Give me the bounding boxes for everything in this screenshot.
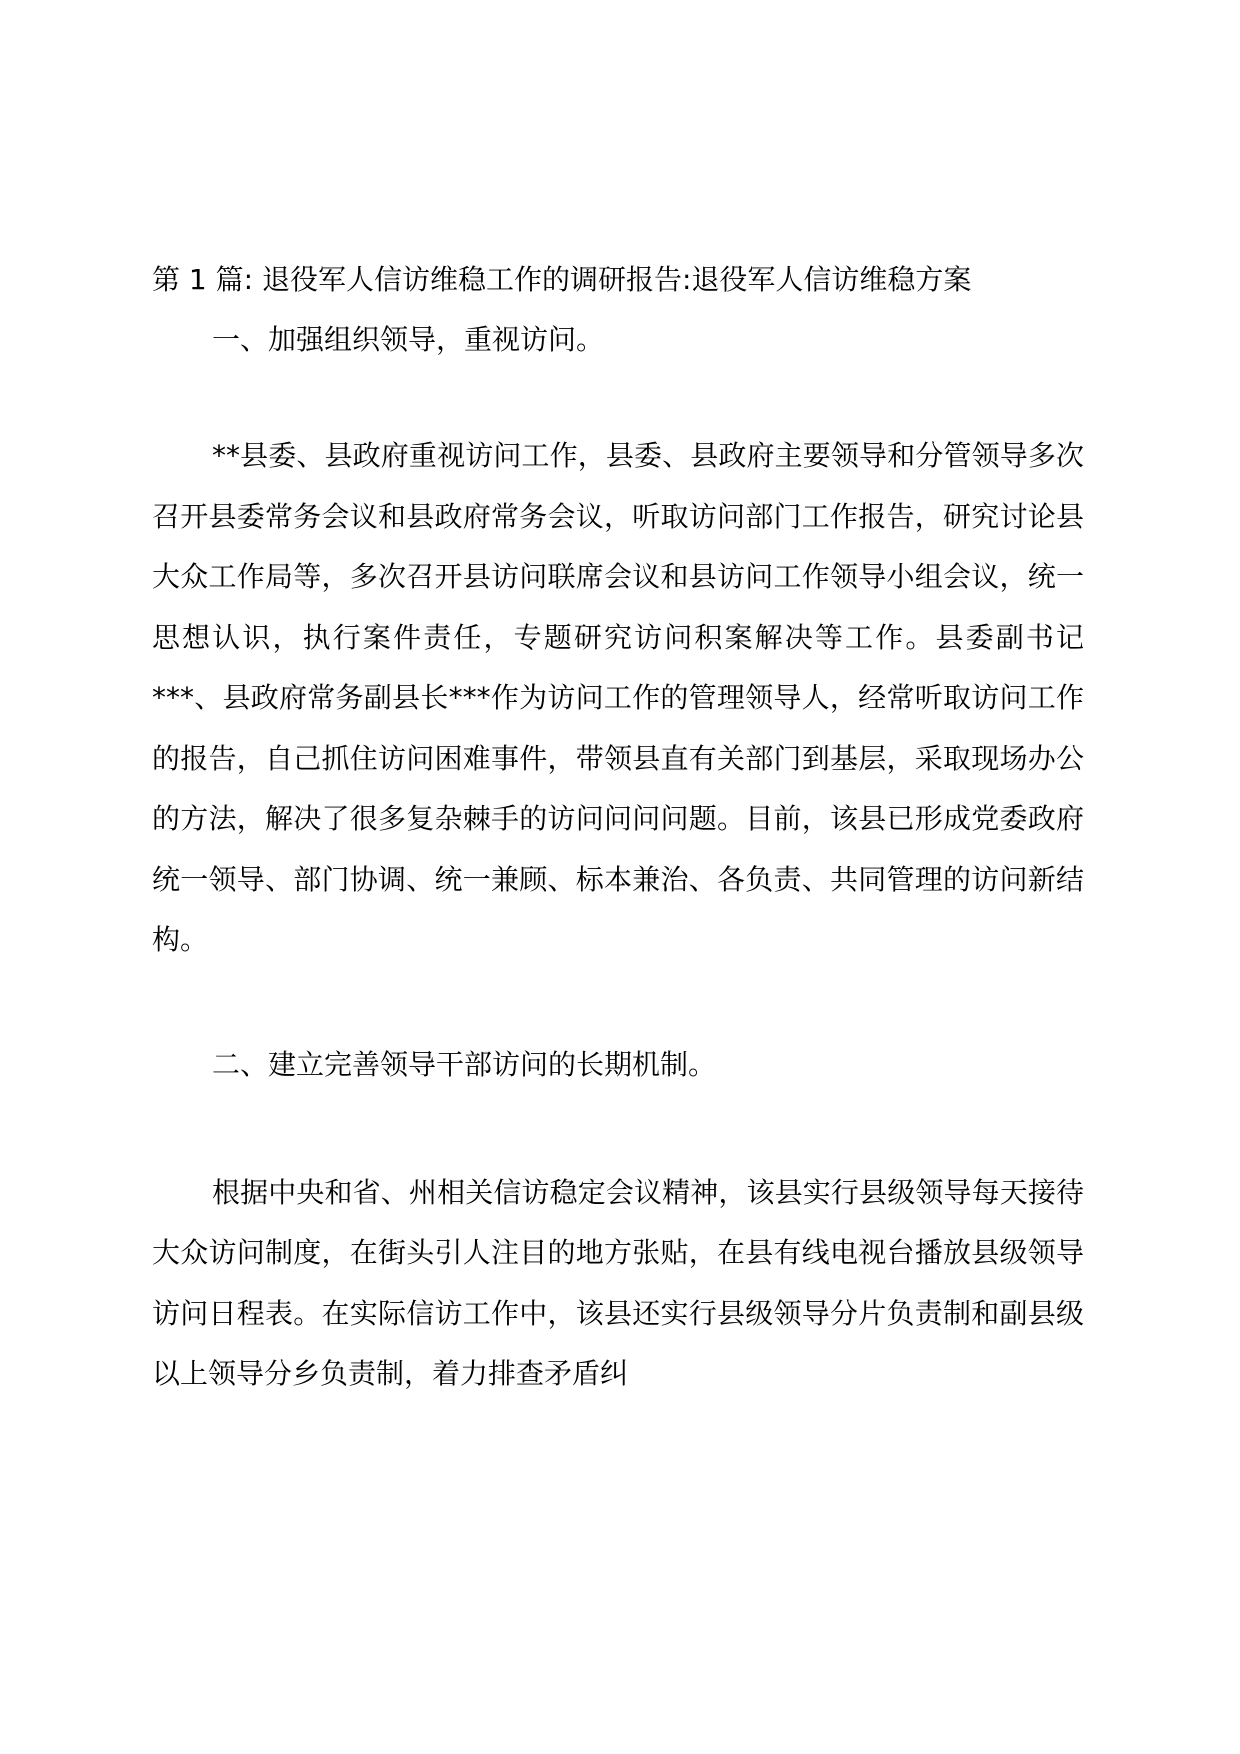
paragraph-spacer	[152, 1095, 1084, 1163]
paragraph-spacer	[152, 370, 1084, 426]
section-heading-2: 二、建立完善领导干部访问的长期机制。	[212, 1047, 717, 1081]
section-body-2: 根据中央和省、州相关信访稳定会议精神，该县实行县级领导每天接待大众访问制度，在街头引人注目的地方张贴，在县有线电视台播放县级领导访问日程表。在实际信访工作中，该县还实行县级领导分片负责制和副县级以上领导分乡负责制，着力排查矛盾纠	[152, 1175, 1084, 1390]
document-title: 第 1 篇: 退役军人信访维稳工作的调研报告:退役军人信访维稳方案	[152, 263, 972, 296]
section-body-1: **县委、县政府重视访问工作，县委、县政府主要领导和分管领导多次召开县委常务会议和县政府常务会议，听取访问部门工作报告，研究讨论县大众工作局等，多次召开县访问联席会议和县访问工作领导小组会议，统一思想认识，执行案件责任，专题研究访问积案解决等工作。县委副书记***、县政府常务副县长***作为访问工作的管理领导人，经常听取访问工作的报告，自己抓住访问困难事件，带领县直有关部门到基层，采取现场办公的方法，解决了很多复杂棘手的访问问问问题。目前，该县已形成党委政府统一领导、部门协调、统一兼顾、标本兼治、各负责、共同管理的访问新结构。	[152, 439, 1084, 956]
section-heading-1: 一、加强组织领导，重视访问。	[212, 323, 605, 356]
paragraph-spacer	[152, 971, 1084, 1035]
document-content	[152, 250, 1084, 1405]
